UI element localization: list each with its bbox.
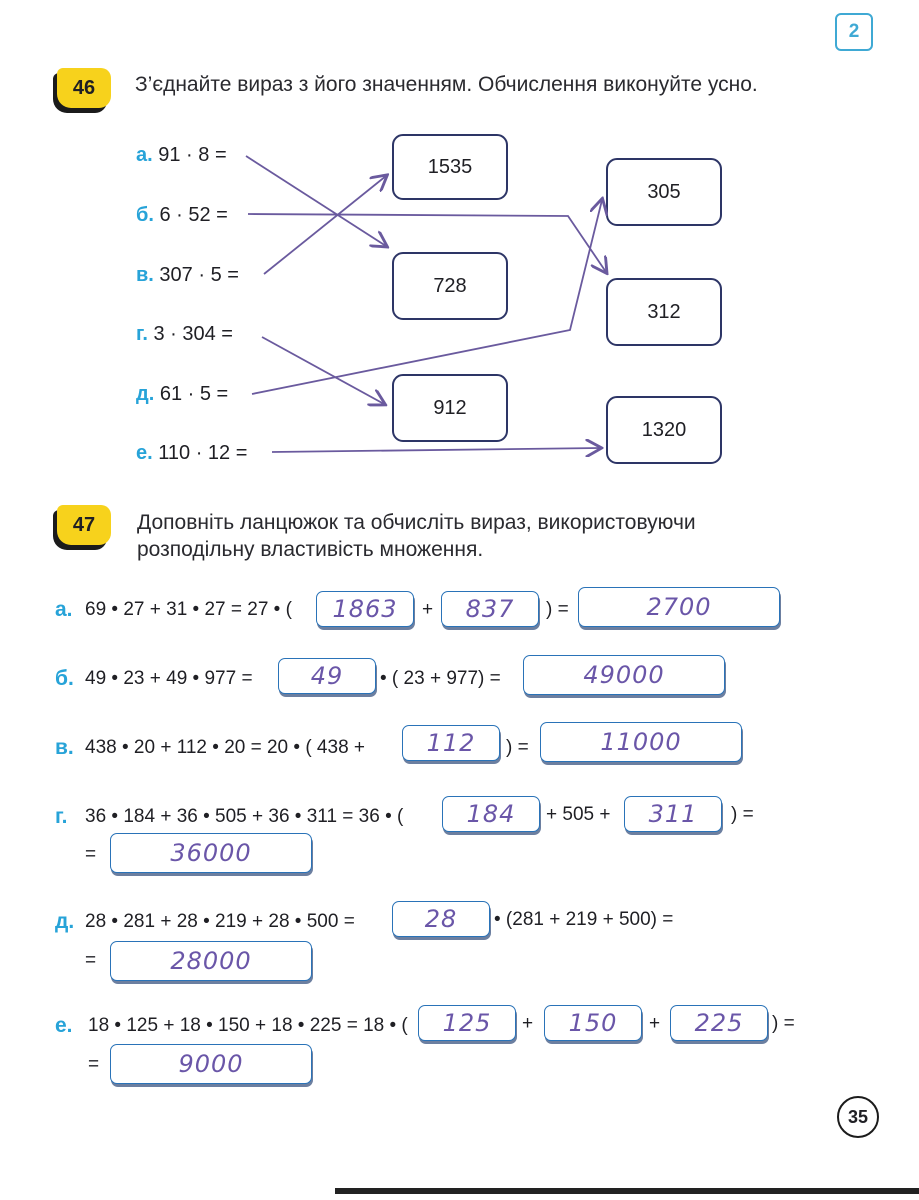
row-d-expression: 28 • 281 + 28 • 219 + 28 • 500 = [85, 911, 355, 932]
row-b-bracket: • ( 23 + 977) = [380, 668, 501, 689]
expression-g[interactable]: г. 3 · 304 = [136, 323, 233, 345]
row-g-result[interactable]: 36000 [110, 833, 312, 873]
row-b-expression: 49 • 23 + 49 • 977 = [85, 668, 253, 689]
row-a-equals: ) = [546, 599, 569, 620]
expression-e[interactable]: е. 110 · 12 = [136, 442, 248, 464]
row-e-field-3[interactable]: 225 [670, 1005, 768, 1041]
row-g-field-2[interactable]: 311 [624, 796, 722, 832]
row-a-field-1[interactable]: 1863 [316, 591, 414, 627]
value-box-912[interactable]: 912 [392, 374, 508, 442]
row-d-field-1[interactable]: 28 [392, 901, 490, 937]
row-g-label: г. [55, 805, 68, 828]
task-47-instruction-line2: розподільну властивість множення. [137, 538, 484, 561]
row-g-middle: + 505 + [546, 804, 611, 825]
expression-d[interactable]: д. 61 · 5 = [136, 383, 229, 405]
chapter-badge: 2 [835, 13, 873, 51]
expression-a[interactable]: а. 91 · 8 = [136, 144, 227, 166]
value-box-728[interactable]: 728 [392, 252, 508, 320]
row-a-expression: 69 • 27 + 31 • 27 = 27 • ( [85, 599, 292, 620]
row-d-equals-2: = [85, 950, 97, 971]
value-box-312[interactable]: 312 [606, 278, 722, 346]
line-v-1535 [264, 176, 386, 274]
task-47-instruction-line1: Доповніть ланцюжок та обчисліть вираз, використовуючи [137, 511, 696, 534]
page-number: 35 [837, 1096, 879, 1138]
row-b-result[interactable]: 49000 [523, 655, 725, 695]
row-g-equals: ) = [731, 804, 754, 825]
row-v-label: в. [55, 736, 74, 759]
row-e-plus-1: + [522, 1013, 534, 1034]
row-a-field-2[interactable]: 837 [441, 591, 539, 627]
row-b-field-1[interactable]: 49 [278, 658, 376, 694]
row-a-result[interactable]: 2700 [578, 587, 780, 627]
row-e-field-2[interactable]: 150 [544, 1005, 642, 1041]
row-e-equals: ) = [772, 1013, 795, 1034]
expression-b[interactable]: б. 6 · 52 = [136, 204, 228, 226]
line-d-305 [252, 200, 602, 394]
row-a-label: а. [55, 598, 73, 621]
row-e-label: е. [55, 1014, 73, 1037]
bottom-rule [335, 1188, 919, 1194]
row-a-plus: + [422, 599, 434, 620]
row-e-expression: 18 • 125 + 18 • 150 + 18 • 225 = 18 • ( [88, 1015, 408, 1036]
row-v-equals: ) = [506, 737, 529, 758]
row-e-result[interactable]: 9000 [110, 1044, 312, 1084]
row-e-field-1[interactable]: 125 [418, 1005, 516, 1041]
row-e-plus-2: + [649, 1013, 661, 1034]
row-g-expression: 36 • 184 + 36 • 505 + 36 • 311 = 36 • ( [85, 806, 404, 827]
task-46-number: 46 [57, 68, 111, 108]
task-46-instruction: З’єднайте вираз з його значенням. Обчислення виконуйте усно. [135, 73, 758, 96]
row-v-expression: 438 • 20 + 112 • 20 = 20 • ( 438 + [85, 737, 366, 758]
line-e-1320 [272, 448, 600, 452]
row-g-field-1[interactable]: 184 [442, 796, 540, 832]
row-d-bracket: • (281 + 219 + 500) = [494, 909, 674, 930]
row-v-result[interactable]: 11000 [540, 722, 742, 762]
row-b-label: б. [55, 667, 74, 690]
row-g-equals-2: = [85, 844, 97, 865]
value-box-1320[interactable]: 1320 [606, 396, 722, 464]
row-v-field-1[interactable]: 112 [402, 725, 500, 761]
task-47-number: 47 [57, 505, 111, 545]
row-d-result[interactable]: 28000 [110, 941, 312, 981]
row-d-label: д. [55, 910, 75, 933]
expression-v[interactable]: в. 307 · 5 = [136, 264, 239, 286]
value-box-1535[interactable]: 1535 [392, 134, 508, 200]
value-box-305[interactable]: 305 [606, 158, 722, 226]
row-e-equals-2: = [88, 1054, 100, 1075]
